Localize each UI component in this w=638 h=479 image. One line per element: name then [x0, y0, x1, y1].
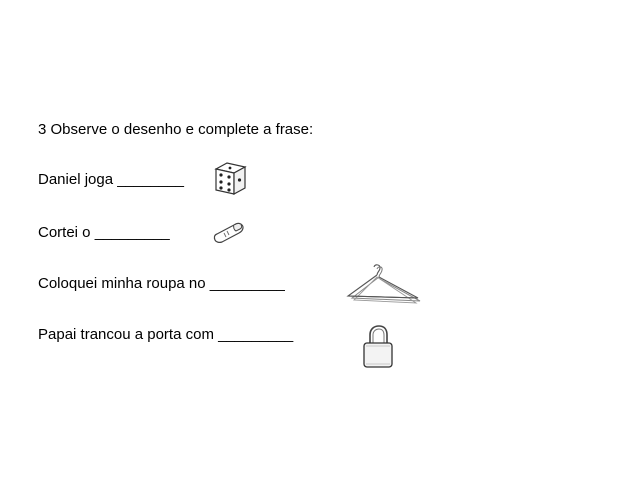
- sentence-hanger: Coloquei minha roupa no _________: [38, 275, 285, 292]
- finger-icon: [212, 220, 248, 246]
- exercise-title: 3 Observe o desenho e complete a frase:: [38, 121, 314, 138]
- padlock-icon: [361, 324, 395, 370]
- sentence-padlock: Papai trancou a porta com _________: [38, 326, 294, 343]
- hanger-icon: [344, 263, 422, 307]
- sentence-finger: Cortei o _________: [38, 224, 170, 241]
- sentence-dice: Daniel joga ________: [38, 171, 184, 188]
- dice-icon: [213, 160, 247, 196]
